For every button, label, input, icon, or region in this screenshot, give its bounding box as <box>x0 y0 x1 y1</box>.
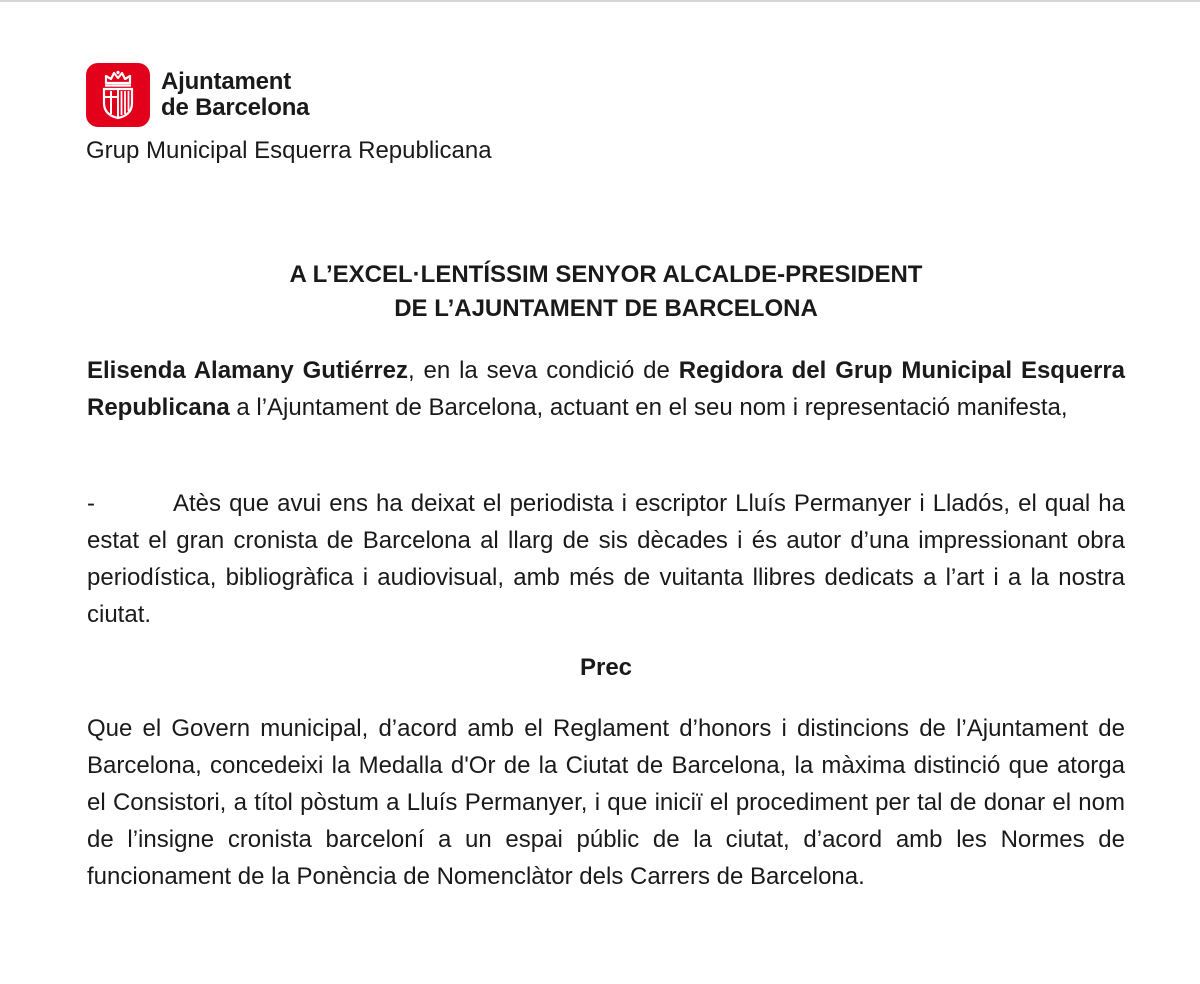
brand-row <box>86 63 309 127</box>
org-name-line2: de Barcelona <box>161 94 310 121</box>
intro-text-1: , en la seva condició de <box>407 357 679 384</box>
municipal-group-name: Grup Municipal Esquerra Republicana <box>86 137 492 164</box>
addressee-line2: DE L’AJUNTAMENT DE BARCELONA <box>394 295 818 322</box>
bullet-paragraph <box>87 485 1125 633</box>
prec-heading: Prec <box>579 654 633 681</box>
councillor-role: Regidora del Grup Municipal Esquerra Republicana <box>87 357 1126 421</box>
addressee-line1: A L’EXCEL·LENTÍSSIM SENYOR ALCALDE-PRESIDENT <box>289 261 923 288</box>
addressee-heading <box>0 258 1200 326</box>
top-border <box>0 0 1200 2</box>
intro-text-2: a l’Ajuntament de Barcelona, actuant en el seu nom i representació manifesta, <box>229 394 1068 421</box>
bullet-dash: - <box>87 490 95 517</box>
intro-paragraph <box>87 352 1125 426</box>
letterhead <box>86 63 309 127</box>
organization-name <box>161 69 309 121</box>
coat-of-arms-graphic <box>96 70 140 120</box>
councillor-name: Elisenda Alamany Gutiérrez <box>87 357 408 384</box>
barcelona-coat-of-arms-icon <box>86 63 150 127</box>
org-name-line1: Ajuntament <box>161 68 292 95</box>
bullet-text: Atès que avui ens ha deixat el periodista i escriptor Lluís Permanyer i Lladós, el qual ha estat el gran cronista de Barcelona al llarg de sis dècades i és autor d’una impressionant obra periodística, bibliogràfica i audiovisual, amb més de vuitanta llibres dedicats a l’art i a la nostra ciutat. <box>87 490 1125 628</box>
prec-paragraph: Que el Govern municipal, d’acord amb el Reglament d’honors i distincions de l’Ajuntament de Barcelona, concedeixi la Medalla d'Or de la Ciutat de Barcelona, la màxima distinció que atorga el Consistori, a títol pòstum a Lluís Permanyer, i que iniciï el procediment per tal de donar el nom de l’insigne cronista barceloní a un espai públic de la ciutat, d’acord amb les Normes de funcionament de la Ponència de Nomenclàtor dels Carrers de Barcelona. <box>87 715 1125 890</box>
